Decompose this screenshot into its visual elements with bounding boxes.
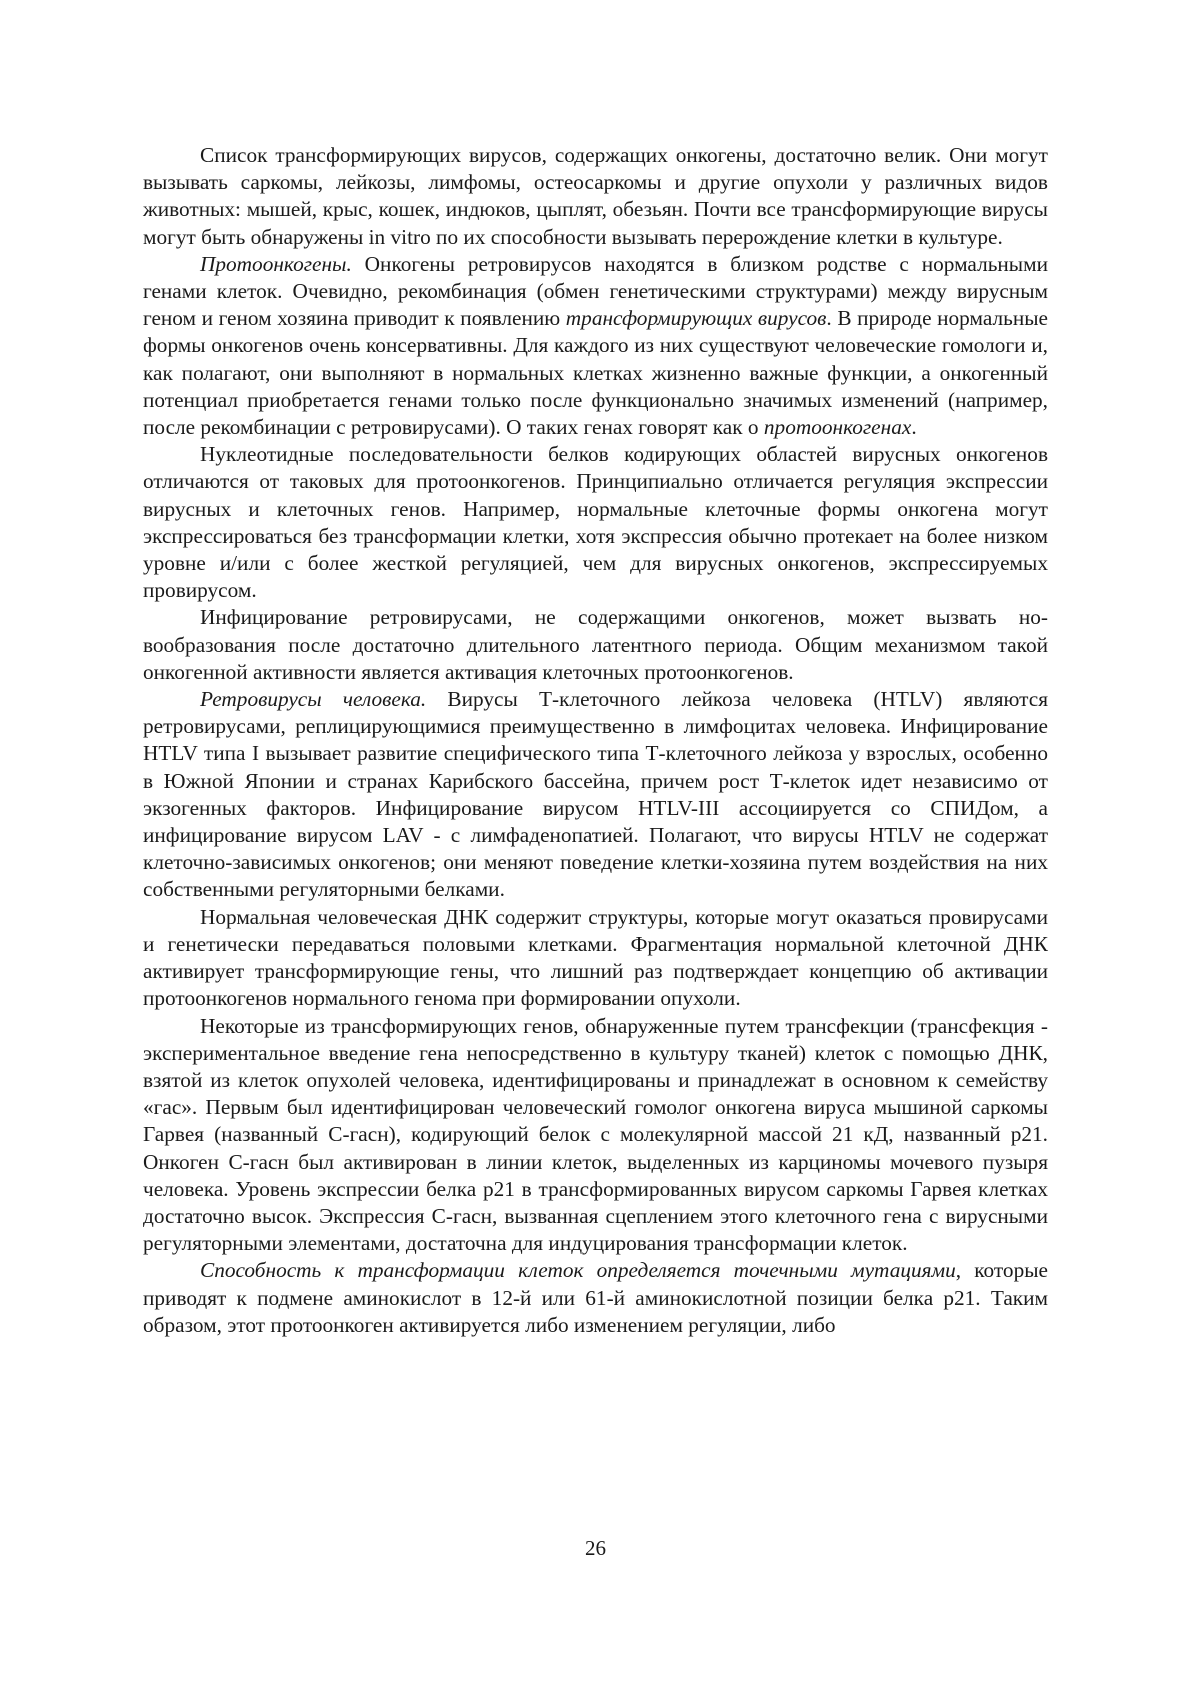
text-segment-italic: Способность к трансформации клеток определяется точечными мутациями	[200, 1258, 956, 1283]
text-segment: . В природе нормальные формы онкогенов очень консервативны. Для каждого из них существуют человеческие гомологи и, как полагают, они выполняют в нормальных клетках жизненно важные функции, а онкогенный потенциал приобретается генами только после функционально значимых изменений (например, после рекомбинации с ретровирусами). О таких генах говорят как о	[143, 306, 1048, 440]
text-segment-italic: протоонкогенах	[763, 415, 912, 440]
paragraph	[143, 904, 1048, 1013]
document-body	[143, 142, 1048, 1339]
text-segment-italic: Протоонкогены.	[200, 251, 352, 276]
text-segment: Инфицирование ретровирусами, не содержащими онкогенов, может вызвать новообразования после достаточно длительного латентного периода. Общим механизмом такой онкогенной активности является активация клеточных протоонкогенов.	[143, 605, 1048, 684]
paragraph	[143, 686, 1048, 904]
text-segment: Нормальная человеческая ДНК содержит структуры, которые могут оказаться провирусами и генетически передаваться половыми клетками. Фрагментация нормальной клеточной ДНК активирует трансформирующие гены, что лишний раз подтверждает концепцию об активации протоонкогенов нормального генома при формировании опухоли.	[143, 904, 1048, 1011]
text-segment: Онкогены ретровирусов находятся в близком родстве с нормальными генами клеток. Очевидно, рекомбинация (обмен генетическими структурами) между вирусным геном и геном хозяина приводит к появлению	[143, 251, 1048, 331]
text-segment: Нуклеотидные последовательности белков кодирующих областей вирусных онкогенов отличаются от таковых для протоонкогенов. Принципиально отличается регуляция экспрессии вирусных и клеточных генов. Например, нормальные клеточные формы онкогена могут экспрессироваться без трансформации клетки, хотя экспрессия обычно протекает на более низком уровне и/или с более жесткой регуляцией, чем для вирусных онкогенов, экспрессируемых провирусом.	[143, 442, 1048, 603]
paragraph	[143, 604, 1048, 686]
text-segment: Некоторые из трансформирующих генов, обнаруженные путем трансфекции (трансфекция - экспериментальное введение гена непосредственно в культуру тканей) клеток с помощью ДНК, взятой из клеток опухолей человека, идентифицированы и принадлежат в основном к семейству «гас». Первым был идентифицирован человеческий гомолог онкогена вируса мышиной саркомы Гарвея (названный С-гасн), кодирующий белок с молекулярной массой 21 кД, названный р21. Онкоген С-гасн был активирован в линии клеток, выделенных из карциномы мочевого пузыря человека. Уровень экспрессии белка р21 в трансформированных вирусом саркомы Гарвея клетках достаточно высок. Экспрессия С-гасн, вызванная сцеплением этого клеточного гена с вирусными регуляторными элементами, достаточна для индуцирования трансформации клеток.	[143, 1013, 1048, 1256]
paragraph	[143, 1257, 1048, 1339]
text-segment: Список трансформирующих вирусов, содержащих онкогены, достаточно велик. Они могут вызывать саркомы, лейкозы, лимфомы, остеосаркомы и другие опухоли у различных видов животных: мышей, крыс, кошек, индюков, цыплят, обезьян. Почти все трансформирующие вирусы могут быть обнаружены in vitro по их способности вызывать перерождение клетки в культуре.	[143, 143, 1048, 249]
text-segment: Вирусы Т-клеточного лейкоза человека (HTLV) являются ретровирусами, реплицирующимися преимущественно в лимфоцитах человека. Инфицирование HTLV типа I вызывает развитие специфического типа Т-клеточного лейкоза у взрослых, особенно в Южной Японии и странах Карибского бассейна, причем рост Т-клеток идет независимо от экзогенных факторов. Инфицирование вирусом HTLV-III ассоциируется со СПИДом, а инфицирование вирусом LAV - с лимфаденопатией. Полагают, что вирусы HTLV не содержат клеточно-зависимых онкогенов; они меняют поведение клетки-хозяина путем воздействия на них собственными регуляторными белками.	[143, 687, 1048, 902]
page-number: 26	[585, 1536, 606, 1560]
text-segment: .	[911, 415, 917, 440]
paragraph	[143, 142, 1048, 251]
paragraph	[143, 251, 1048, 441]
paragraph	[143, 1013, 1048, 1258]
paragraph	[143, 441, 1048, 604]
text-segment-italic: трансформирующих вирусов	[565, 306, 827, 331]
text-segment: , которые приводят к подмене аминокислот в 12-й или 61-й аминокислотной позиции белка р21. Таким образом, этот протоонкоген активируется либо изменением регуляции, либо	[143, 1258, 1048, 1337]
text-segment-italic: Ретровирусы человека.	[200, 687, 427, 712]
